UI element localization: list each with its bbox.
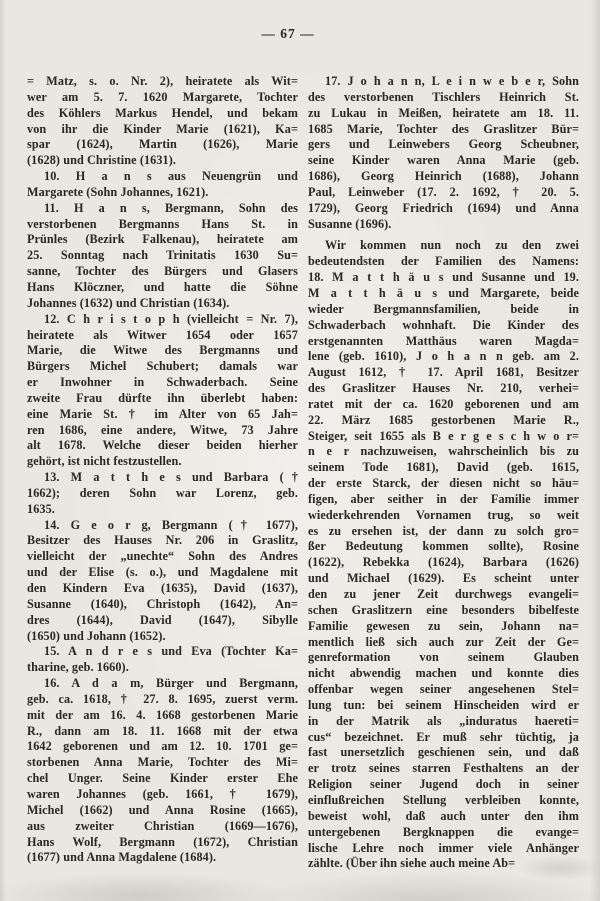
- text-line: = Matz, s. o. Nr. 2), heiratete als Wit=: [27, 74, 298, 88]
- text-line: einflußreichen Stellung verbleiben konnte,: [308, 792, 579, 807]
- text-line: des verstorbenen Tischlers Heinrich St.: [308, 89, 579, 104]
- text-line: seinem Tode 1681), David (geb. 1615,: [308, 460, 579, 475]
- text-line: 1685 Marie, Tochter des Graslitzer Bür=: [308, 121, 579, 136]
- page-number: — 67 —: [261, 26, 315, 41]
- text-line: lene (geb. 1610), J o h a n n geb. am 2.: [308, 349, 579, 364]
- paragraph: [27, 470, 298, 518]
- text-line: cus“ bezeichnet. Er muß sehr tüchtig, ja: [308, 729, 579, 744]
- text-line: (1628) und Christine (1631).: [27, 153, 177, 168]
- text-line: 12. C h r i s t o p h (vielleicht = Nr. 7),: [44, 311, 298, 326]
- text-line: und Michael (1629). Es scheint unter: [308, 571, 579, 586]
- text-line: seine Kinder waren Anna Marie (geb.: [308, 153, 579, 168]
- paragraph: [27, 169, 298, 201]
- text-line: Hans Klöczner, und hatte die Söhne: [27, 279, 298, 294]
- text-line: den Kindern Eva (1635), David (1637),: [27, 581, 298, 595]
- text-line: genreformation von seinem Glauben: [308, 650, 579, 665]
- text-line: 1729), Georg Friedrich (1694) und Anna: [308, 200, 579, 215]
- paragraph: [27, 518, 298, 645]
- paragraph: [27, 676, 298, 866]
- text-line: von ihr die Kinder Marie (1621), Ka=: [27, 121, 298, 136]
- text-line: Steiger, seit 1655 als B e r g e s c h w o r=: [308, 428, 579, 443]
- text-line: gehört, ist nicht festzustellen.: [27, 454, 182, 469]
- text-line: Wir kommen nun noch zu den zwei: [325, 238, 579, 253]
- text-line: ßer Bedeutung kommen sollte), Rosine: [308, 539, 579, 554]
- text-line: 16. A d a m, Bürger und Bergmann,: [44, 676, 298, 691]
- text-line: Familie gewesen zu sein, Johann na=: [308, 618, 579, 633]
- text-line: 1686), Georg Heinrich (1688), Johann: [308, 169, 579, 184]
- text-line: 11. H a n s, Bergmann, Sohn des: [44, 200, 298, 215]
- paragraph: [308, 74, 579, 232]
- text-line: spar (1624), Martin (1626), Marie: [27, 137, 298, 152]
- text-line: figen, aber seither in der Familie immer: [308, 491, 579, 506]
- paragraph: [308, 238, 579, 872]
- text-line: verstorbenen Bergmanns Hans St. in: [27, 216, 298, 231]
- text-line: geb. ca. 1618, † 27. 8. 1695, zuerst verm.: [27, 691, 298, 706]
- text-line: waren Johannes (geb. 1661, † 1679),: [27, 786, 298, 801]
- text-line: des Köhlers Markus Hendel, und bekam: [27, 105, 298, 120]
- text-line: Hans Wolf, Bergmann (1672), Christian: [27, 834, 298, 849]
- text-line: 14. G e o r g, Bergmann († 1677),: [44, 517, 298, 532]
- text-line: Besitzer des Hauses Nr. 206 in Graslitz,: [27, 533, 298, 548]
- text-line: schen Graslitzern eine besonders bibelfeste: [308, 602, 579, 617]
- text-line: Susanne (1640), Christoph (1642), An=: [27, 596, 298, 611]
- text-line: in der Matrik als „induratus haereti=: [308, 713, 579, 728]
- text-line: es zu ersehen ist, der dann zu solch gro=: [308, 523, 579, 538]
- text-line: Bürgers Michel Schubert; damals war: [27, 359, 298, 374]
- text-line: Margarete (Sohn Johannes, 1621).: [27, 184, 209, 199]
- text-line: wer am 5. 7. 1620 Margarete, Tochter: [27, 89, 298, 104]
- text-line: und der Elise (s. o.), und Magdalene mit: [27, 565, 298, 580]
- text-line: beweist wohl, daß auch unter den ihm: [308, 808, 579, 823]
- text-line: 1635.: [27, 501, 55, 516]
- text-line: zählte. (Über ihn siehe auch meine Ab=: [308, 856, 516, 871]
- text-line: er trotz seines starren Festhaltens an der: [308, 761, 579, 776]
- text-line: Marie, die Witwe des Bergmanns und: [27, 343, 298, 358]
- text-line: gers und Leinwebers Georg Scheubner,: [308, 137, 579, 152]
- text-line: dres (1644), David (1647), Sibylle: [27, 612, 298, 627]
- text-line: untergebenen Bergknappen die evange=: [308, 824, 579, 839]
- text-line: den zu jener Zeit durchwegs evangeli=: [308, 587, 579, 601]
- text-line: er Inwohner in Schwaderbach. Seine: [27, 375, 298, 390]
- text-line: 1642 geborenen und am 12. 10. 1701 ge=: [27, 739, 298, 754]
- text-line: ren 1686, eine andere, Witwe, 73 Jahre: [27, 422, 298, 437]
- text-line: (1650) und Johann (1652).: [27, 628, 166, 643]
- text-line: Susanne (1696).: [308, 216, 392, 231]
- left-column: [27, 74, 298, 872]
- text-line: (1677) und Anna Magdalene (1684).: [27, 850, 217, 865]
- text-line: 13. M a t t h e s und Barbara (†: [44, 470, 298, 485]
- text-line: mentlich ließ sich auch zur Zeit der Ge=: [308, 634, 579, 649]
- paragraph: [27, 201, 298, 312]
- text-line: des Graslitzer Hauses Nr. 210, verhei=: [308, 381, 579, 396]
- text-line: storbenen Anna Marie, Tochter des Mi=: [27, 755, 298, 770]
- paragraph: [27, 312, 298, 470]
- text-line: chel Unger. Seine Kinder erster Ehe: [27, 771, 298, 786]
- text-line: 10. H a n s aus Neuengrün und: [44, 169, 298, 184]
- text-line: wiederkehrenden Vornamen trug, so weit: [308, 507, 579, 522]
- text-line: offenbar wegen seiner angesehenen Stel=: [308, 682, 579, 697]
- text-line: zu Lukau in Meißen, heiratete am 18. 11.: [308, 105, 579, 120]
- paragraph: [27, 644, 298, 676]
- text-line: 18. M a t t h ä u s und Susanne und 19.: [308, 270, 579, 285]
- text-line: n e r nachzuweisen, wahrscheinlich bis zu: [308, 444, 579, 459]
- text-line: tharine, geb. 1660).: [27, 660, 129, 675]
- text-line: aus zweiter Christian (1669—1676),: [27, 818, 298, 833]
- text-line: alt 1678. Welche dieser beiden hierher: [27, 438, 298, 453]
- text-line: August 1612, † 17. April 1681, Besitzer: [308, 365, 579, 380]
- text-line: 25. Sonntag nach Trinitatis 1630 Su=: [27, 248, 298, 263]
- text-line: eine Marie St. † im Alter von 65 Jah=: [27, 406, 298, 421]
- text-line: nicht abwendig machen und konnte dies: [308, 666, 579, 681]
- text-line: Prünles (Bezirk Falkenau), heiratete am: [27, 232, 298, 247]
- text-line: mit der am 16. 4. 1668 gestorbenen Marie: [27, 707, 298, 722]
- text-line: lung tun: bei seinem Hinscheiden wird er: [308, 697, 579, 712]
- text-line: M a t t h ä u s und Margarete, beide: [308, 285, 579, 300]
- text-line: lische Lehre noch immer viele Anhänger: [308, 840, 579, 855]
- text-line: R., dann am 18. 11. 1668 mit der etwa: [27, 723, 298, 738]
- text-line: 1662); deren Sohn war Lorenz, geb.: [27, 485, 298, 500]
- paragraph: [27, 74, 298, 169]
- text-line: heiratete als Witwer 1654 oder 1657: [27, 327, 298, 342]
- text-line: ratet mit der ca. 1620 geborenen und am: [308, 396, 579, 411]
- text-line: 22. März 1685 gestorbenen Marie R.,: [308, 412, 579, 427]
- text-line: Paul, Leinweber (17. 2. 1692, † 20. 5.: [308, 184, 579, 199]
- text-line: bedeutendsten der Familien des Namens:: [308, 254, 579, 269]
- text-line: zweite Frau dürfte ihn überlebt haben:: [27, 390, 298, 405]
- text-line: sanne, Tochter des Bürgers und Glasers: [27, 264, 298, 279]
- right-column: [308, 74, 579, 872]
- text-line: vielleicht der „unechte“ Sohn des Andres: [27, 549, 298, 564]
- text-line: Johannes (1632) und Christian (1634).: [27, 295, 230, 310]
- text-line: Schwaderbach wohnhaft. Die Kinder des: [308, 317, 579, 332]
- text-columns: [27, 74, 579, 872]
- text-line: erstgenannten Matthäus waren Magda=: [308, 333, 579, 348]
- text-line: Religion seiner Jugend doch in seiner: [308, 777, 579, 792]
- text-line: der erste Starck, der diesen nicht so häu=: [308, 476, 579, 491]
- text-line: Michel (1662) und Anna Rosine (1665),: [27, 802, 298, 817]
- text-line: 15. A n d r e s und Eva (Tochter Ka=: [44, 644, 298, 659]
- text-line: (1622), Rebekka (1624), Barbara (1626): [308, 555, 579, 570]
- text-line: wieder Bergmannsfamilien, beide in: [308, 301, 579, 316]
- text-line: fast unersetzlich geschienen sein, und daß: [308, 745, 579, 760]
- text-line: 17. J o h a n n, L e i n w e b e r, Sohn: [325, 74, 579, 88]
